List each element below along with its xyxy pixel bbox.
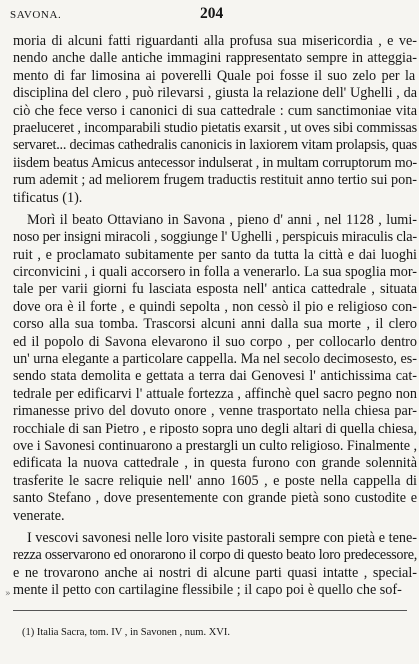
text-line: Morì il beato Ottaviano in Savona , pieno d' anni , nel 1128 , lumi- bbox=[27, 211, 417, 228]
text-line: rum ademit ; ad meliorem frugem traductis restituit anno tertio sui pon- bbox=[13, 172, 417, 189]
text-line: circonvicini , i quali accorsero in folla a venerarlo. La sua spoglia mor- bbox=[13, 264, 417, 281]
text-line: ed il popolo di Savona elevarono il suo corpo , per collocarlo dentro bbox=[13, 333, 417, 350]
text-line: noso per insigni miracoli , soggiunge l' Ughelli , perspicuis miraculis cla- bbox=[13, 229, 417, 246]
text-line: un' urna elegante a particolare cappella. Ma nel secolo decimosesto, es- bbox=[13, 351, 417, 368]
text-line: mento di far limosina ai poverelli Quale poi fosse il suo zelo per la bbox=[13, 67, 416, 84]
margin-mark: » bbox=[5, 589, 11, 599]
text-line: santo Stefano , dove presentemente con grande pietà sono custodite e bbox=[13, 490, 417, 507]
text-line: ruit , e proclamato subitamente per santo da tutta la città e dai luoghi bbox=[13, 246, 417, 263]
text-line: edificata la nuova cattedrale , in questa furono con grande solennità bbox=[13, 455, 417, 472]
running-head: SAVONA. bbox=[10, 9, 62, 21]
text-line: I vescovi savonesi nelle loro visite pastorali sempre con pietà e tene- bbox=[27, 529, 417, 546]
paragraph bbox=[13, 530, 417, 600]
text-line: dove ora è il forte , e quindi sepolta , non cessò il pio e religioso con- bbox=[13, 298, 417, 315]
text-line: e ne trovarono anche ai nostri di alcune parti quasi intatte , special- bbox=[13, 564, 417, 581]
body-text bbox=[13, 33, 417, 600]
text-line: sendo stata demolita e gettata a terra dai Genovesi l' antichissima cat- bbox=[13, 368, 417, 385]
text-line: servaret... decimas cathedralis canonicis in laxiorem vitam prolapsis, quas bbox=[13, 137, 417, 154]
footnote: (1) Italia Sacra, tom. IV , in Savonen , num. XVI. bbox=[22, 627, 231, 638]
text-line: disciplina del clero , può rilevarsi , giusta la relazione dell' Ughelli , da bbox=[13, 85, 417, 102]
text-line: tedrale per edificarvi l' attuale fortezza , affinchè quel sacro pegno non bbox=[13, 385, 417, 402]
page-number: 204 bbox=[200, 5, 224, 22]
page-header bbox=[10, 4, 409, 26]
text-line: ove i Savonesi continuarono a prestargli un culto religioso. Finalmente , bbox=[13, 437, 417, 454]
paragraph bbox=[13, 33, 417, 207]
paragraph bbox=[13, 212, 417, 525]
text-line: nendo anche dalle antiche immagini rappresentato sempre in atteggia- bbox=[13, 50, 417, 67]
text-line: mente il petto con cartilagine flessibile ; il capo poi è quello che sof- bbox=[13, 582, 402, 599]
text-line: iisdem beatus Amicus antecessor indulserat , in multam corruptorum mo- bbox=[13, 154, 417, 171]
text-line: tificatus (1). bbox=[13, 189, 83, 206]
text-line: venerate. bbox=[13, 507, 65, 524]
footnote-divider bbox=[13, 610, 407, 611]
text-line: corso alla sua tomba. Trascorsi alcuni anni dalla sua morte , il clero bbox=[13, 316, 417, 333]
text-line: rezza osservarono ed onorarono il corpo di questo beato loro predecessore, bbox=[13, 547, 418, 564]
text-line: praeluceret , incomparabili studio pietatis exarsit , ut oves sibi commissas bbox=[13, 119, 417, 136]
text-line: rimanesse privo del dovuto onore , venne trasportato nella chiesa par- bbox=[13, 403, 417, 420]
text-line: ciò che fece verso i canonici di sua cattedrale : cum sanctimoniae vita bbox=[13, 102, 417, 119]
text-line: trasferite le sacre reliquie nell' anno 1605 , e poste nella cappella di bbox=[13, 472, 417, 489]
text-line: tale per varii giorni fu lasciata esposta nell' antica cattedrale , situata bbox=[13, 281, 417, 298]
text-line: moria di alcuni fatti riguardanti alla profusa sua misericordia , e ve- bbox=[13, 33, 417, 49]
text-line: rocchiale di san Pietro , e riposto sopra uno degli altari di quella chiesa, bbox=[13, 420, 417, 437]
